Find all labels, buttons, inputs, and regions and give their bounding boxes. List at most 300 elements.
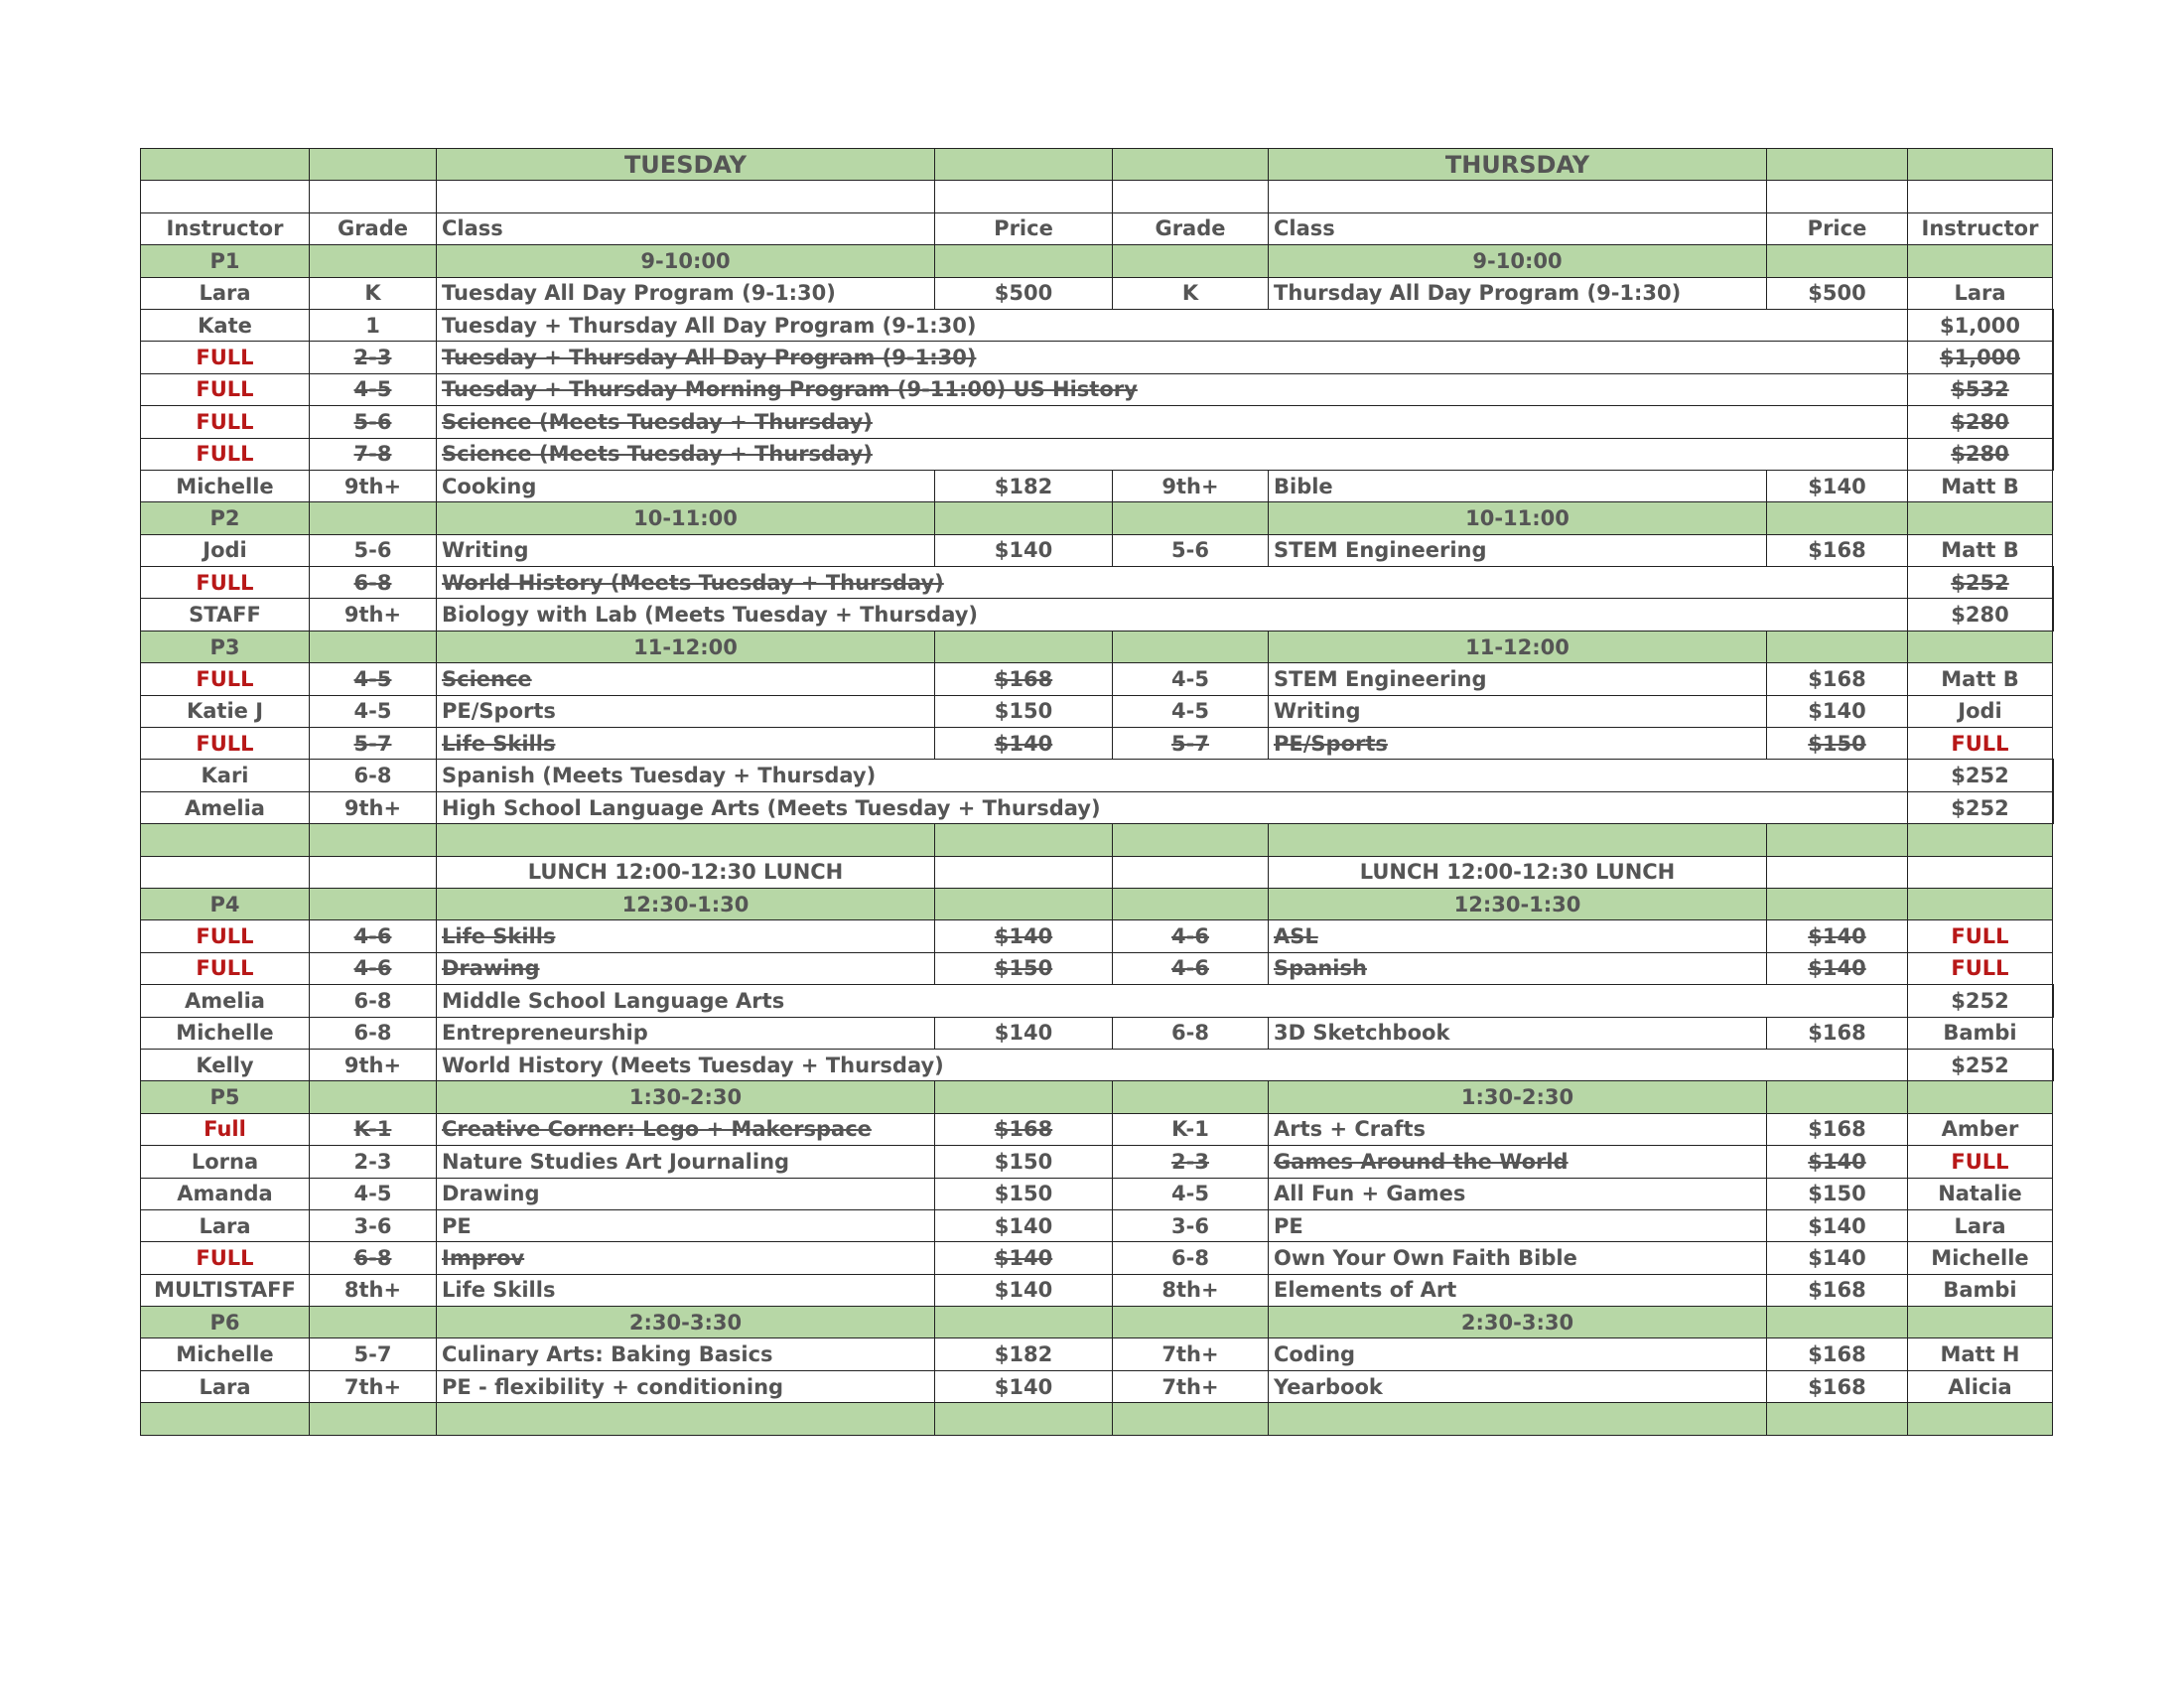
period-row: [141, 1081, 2054, 1113]
col-header-grade-thu: Grade: [1113, 212, 1269, 244]
grade: 7-8: [310, 438, 437, 470]
price: $280: [1908, 599, 2053, 631]
tuesday-class: Drawing: [437, 952, 935, 984]
tuesday-class: PE - flexibility + conditioning: [437, 1370, 935, 1402]
tuesday-class: PE: [437, 1209, 935, 1241]
empty-cell: [141, 856, 310, 888]
class-row: [141, 1370, 2054, 1402]
tuesday-grade: 5-7: [310, 728, 437, 760]
combined-class: Middle School Language Arts: [437, 985, 1908, 1017]
combined-class-row: [141, 760, 2054, 791]
tuesday-grade: 5-6: [310, 534, 437, 566]
thursday-class: PE/Sports: [1269, 728, 1767, 760]
grade: 6-8: [310, 567, 437, 599]
tuesday-price: $140: [935, 920, 1113, 952]
thursday-price: $500: [1767, 277, 1908, 309]
tuesday-instructor: Lara: [141, 1209, 310, 1241]
period-time-thursday: 9-10:00: [1269, 245, 1767, 277]
thursday-instructor: Matt H: [1908, 1338, 2053, 1370]
thursday-class: 3D Sketchbook: [1269, 1017, 1767, 1049]
class-row: [141, 1113, 2054, 1145]
thursday-instructor: Bambi: [1908, 1274, 2053, 1306]
thursday-instructor: [2053, 438, 2054, 470]
tuesday-instructor: Michelle: [141, 1017, 310, 1049]
empty-cell: [935, 245, 1113, 277]
tuesday-class: PE/Sports: [437, 695, 935, 727]
combined-class-row: [141, 1049, 2054, 1080]
thursday-instructor: FULL: [1908, 728, 2053, 760]
thursday-instructor: [2053, 567, 2054, 599]
thursday-price: $140: [1767, 1146, 1908, 1178]
thursday-class: Games Around the World: [1269, 1146, 1767, 1178]
tuesday-grade: 8th+: [310, 1274, 437, 1306]
thursday-price: $140: [1767, 470, 1908, 501]
tuesday-grade: 3-6: [310, 1209, 437, 1241]
combined-class-row: [141, 985, 2054, 1017]
thursday-instructor: [2053, 309, 2054, 341]
tuesday-class: Improv: [437, 1242, 935, 1274]
thursday-class: Own Your Own Faith Bible: [1269, 1242, 1767, 1274]
price: $280: [1908, 406, 2053, 438]
thursday-instructor: Natalie: [1908, 1178, 2053, 1209]
empty-cell: [935, 888, 1113, 919]
tuesday-instructor: Amelia: [141, 985, 310, 1017]
tuesday-price: $140: [935, 728, 1113, 760]
period-row: [141, 245, 2054, 277]
empty-cell: [1767, 1403, 1908, 1435]
empty-cell: [310, 502, 437, 534]
tuesday-instructor: Kelly: [141, 1049, 310, 1080]
empty-cell: [935, 502, 1113, 534]
thursday-grade: K: [1113, 277, 1269, 309]
thursday-grade: 4-5: [1113, 695, 1269, 727]
empty-cell: [1908, 245, 2053, 277]
thursday-price: $140: [1767, 1242, 1908, 1274]
period-time-tuesday: 9-10:00: [437, 245, 935, 277]
combined-class-row: [141, 567, 2054, 599]
tuesday-instructor: Katie J: [141, 695, 310, 727]
thursday-price: $140: [1767, 1209, 1908, 1241]
tuesday-grade: K-1: [310, 1113, 437, 1145]
combined-class: World History (Meets Tuesday + Thursday): [437, 567, 1908, 599]
thursday-price: $168: [1767, 1338, 1908, 1370]
thursday-grade: 7th+: [1113, 1370, 1269, 1402]
spacer-row: [141, 1403, 2054, 1435]
combined-class: Biology with Lab (Meets Tuesday + Thursday): [437, 599, 1908, 631]
thursday-price: $168: [1767, 1113, 1908, 1145]
thursday-grade: 5-6: [1113, 534, 1269, 566]
tuesday-grade: 4-5: [310, 695, 437, 727]
thursday-grade: 5-7: [1113, 728, 1269, 760]
period-label: P6: [141, 1307, 310, 1338]
empty-cell: [310, 245, 437, 277]
empty-cell: [1767, 502, 1908, 534]
empty-cell: [1767, 856, 1908, 888]
tuesday-grade: 5-7: [310, 1338, 437, 1370]
thursday-class: PE: [1269, 1209, 1767, 1241]
tuesday-price: $150: [935, 1146, 1113, 1178]
thursday-instructor: [2053, 760, 2054, 791]
combined-class: Tuesday + Thursday All Day Program (9-1:30): [437, 342, 1908, 373]
tuesday-instructor: FULL: [141, 406, 310, 438]
thursday-price: $140: [1767, 952, 1908, 984]
tuesday-price: $140: [935, 1209, 1113, 1241]
empty-cell: [1113, 245, 1269, 277]
thursday-instructor: Michelle: [1908, 1242, 2053, 1274]
period-label: P1: [141, 245, 310, 277]
tuesday-grade: 2-3: [310, 1146, 437, 1178]
combined-class: High School Language Arts (Meets Tuesday + Thursday): [437, 791, 1908, 823]
spacer-row: [141, 824, 2054, 856]
empty-cell: [437, 1403, 935, 1435]
thursday-instructor: Matt B: [1908, 534, 2053, 566]
class-row: [141, 1242, 2054, 1274]
tuesday-class: Cooking: [437, 470, 935, 501]
class-row: [141, 663, 2054, 695]
period-time-thursday: 2:30-3:30: [1269, 1307, 1767, 1338]
thursday-class: Writing: [1269, 695, 1767, 727]
thursday-instructor: [2053, 599, 2054, 631]
grade: 9th+: [310, 1049, 437, 1080]
thursday-class: Elements of Art: [1269, 1274, 1767, 1306]
empty-cell: [1908, 824, 2053, 856]
tuesday-price: $168: [935, 663, 1113, 695]
price: $280: [1908, 438, 2053, 470]
day-tuesday: TUESDAY: [437, 149, 935, 181]
combined-class-row: [141, 791, 2054, 823]
class-row: [141, 1209, 2054, 1241]
thursday-class: Arts + Crafts: [1269, 1113, 1767, 1145]
thursday-class: Spanish: [1269, 952, 1767, 984]
grade: 6-8: [310, 760, 437, 791]
empty-cell: [1767, 888, 1908, 919]
tuesday-class: Drawing: [437, 1178, 935, 1209]
class-row: [141, 534, 2054, 566]
tuesday-grade: 4-6: [310, 920, 437, 952]
thursday-instructor: [2053, 373, 2054, 405]
grade: 4-5: [310, 373, 437, 405]
thursday-class: STEM Engineering: [1269, 534, 1767, 566]
col-header-class-thu: Class: [1269, 212, 1767, 244]
empty-cell: [1908, 888, 2053, 919]
empty-cell: [935, 856, 1113, 888]
thursday-price: $168: [1767, 1017, 1908, 1049]
thursday-instructor: Jodi: [1908, 695, 2053, 727]
thursday-instructor: Lara: [1908, 1209, 2053, 1241]
combined-class-row: [141, 599, 2054, 631]
empty-cell: [1113, 824, 1269, 856]
empty-cell: [1767, 245, 1908, 277]
tuesday-instructor: Lara: [141, 277, 310, 309]
price: $1,000: [1908, 309, 2053, 341]
thursday-class: Yearbook: [1269, 1370, 1767, 1402]
thursday-grade: 4-5: [1113, 1178, 1269, 1209]
thursday-grade: 2-3: [1113, 1146, 1269, 1178]
thursday-instructor: [2053, 342, 2054, 373]
tuesday-instructor: FULL: [141, 373, 310, 405]
combined-class-row: [141, 373, 2054, 405]
combined-class: Tuesday + Thursday All Day Program (9-1:30): [437, 309, 1908, 341]
tuesday-instructor: FULL: [141, 567, 310, 599]
thursday-instructor: Amber: [1908, 1113, 2053, 1145]
thursday-price: $150: [1767, 1178, 1908, 1209]
tuesday-class: Tuesday All Day Program (9-1:30): [437, 277, 935, 309]
tuesday-grade: 6-8: [310, 1017, 437, 1049]
empty-cell: [1269, 1403, 1767, 1435]
empty-cell: [1113, 1081, 1269, 1113]
thursday-instructor: [2053, 406, 2054, 438]
tuesday-class: Life Skills: [437, 920, 935, 952]
grade: 9th+: [310, 791, 437, 823]
tuesday-price: $140: [935, 1370, 1113, 1402]
combined-class: Spanish (Meets Tuesday + Thursday): [437, 760, 1908, 791]
period-time-tuesday: 10-11:00: [437, 502, 935, 534]
price: $252: [1908, 1049, 2053, 1080]
thursday-grade: 4-6: [1113, 952, 1269, 984]
thursday-grade: 8th+: [1113, 1274, 1269, 1306]
tuesday-grade: 4-6: [310, 952, 437, 984]
thursday-class: STEM Engineering: [1269, 663, 1767, 695]
tuesday-price: $182: [935, 470, 1113, 501]
thursday-price: $140: [1767, 920, 1908, 952]
empty-cell: [935, 631, 1113, 662]
tuesday-instructor: Jodi: [141, 534, 310, 566]
tuesday-instructor: STAFF: [141, 599, 310, 631]
col-header-class: Class: [437, 212, 935, 244]
tuesday-price: $140: [935, 1242, 1113, 1274]
period-time-thursday: 12:30-1:30: [1269, 888, 1767, 919]
period-time-tuesday: 1:30-2:30: [437, 1081, 935, 1113]
tuesday-class: Creative Corner: Lego + Makerspace: [437, 1113, 935, 1145]
empty-cell: [1767, 824, 1908, 856]
tuesday-class: Entrepreneurship: [437, 1017, 935, 1049]
combined-class: Science (Meets Tuesday + Thursday): [437, 438, 1908, 470]
empty-cell: [1113, 631, 1269, 662]
empty-cell: [310, 824, 437, 856]
class-row: [141, 1274, 2054, 1306]
thursday-price: $168: [1767, 1274, 1908, 1306]
thursday-instructor: Matt B: [1908, 663, 2053, 695]
tuesday-price: $500: [935, 277, 1113, 309]
empty-cell: [141, 824, 310, 856]
tuesday-class: Writing: [437, 534, 935, 566]
tuesday-instructor: Michelle: [141, 470, 310, 501]
thursday-instructor: Bambi: [1908, 1017, 2053, 1049]
empty-cell: [310, 1307, 437, 1338]
thursday-class: All Fun + Games: [1269, 1178, 1767, 1209]
empty-cell: [935, 1403, 1113, 1435]
tuesday-price: $140: [935, 1274, 1113, 1306]
tuesday-instructor: Amelia: [141, 791, 310, 823]
tuesday-price: $150: [935, 695, 1113, 727]
col-header-grade: Grade: [310, 212, 437, 244]
thursday-instructor: FULL: [1908, 920, 2053, 952]
empty-cell: [935, 824, 1113, 856]
period-time-thursday: 10-11:00: [1269, 502, 1767, 534]
thursday-price: $168: [1767, 663, 1908, 695]
thursday-price: $168: [1767, 534, 1908, 566]
period-time-tuesday: 12:30-1:30: [437, 888, 935, 919]
lunch-label-thursday: LUNCH 12:00-12:30 LUNCH: [1269, 856, 1767, 888]
empty-cell: [1269, 824, 1767, 856]
empty-cell: [141, 1403, 310, 1435]
tuesday-instructor: Lorna: [141, 1146, 310, 1178]
schedule-table: [140, 148, 2054, 1436]
price: $1,000: [1908, 342, 2053, 373]
tuesday-instructor: FULL: [141, 663, 310, 695]
period-row: [141, 888, 2054, 919]
period-row: [141, 502, 2054, 534]
combined-class-row: [141, 342, 2054, 373]
empty-cell: [310, 1081, 437, 1113]
period-label: P4: [141, 888, 310, 919]
thursday-class: ASL: [1269, 920, 1767, 952]
tuesday-grade: 4-5: [310, 1178, 437, 1209]
empty-cell: [437, 824, 935, 856]
thursday-instructor: [2053, 1049, 2054, 1080]
thursday-instructor: Matt B: [1908, 470, 2053, 501]
tuesday-price: $140: [935, 1017, 1113, 1049]
price: $252: [1908, 791, 2053, 823]
tuesday-class: Life Skills: [437, 1274, 935, 1306]
class-row: [141, 277, 2054, 309]
thursday-grade: 6-8: [1113, 1242, 1269, 1274]
thursday-price: $168: [1767, 1370, 1908, 1402]
tuesday-grade: 6-8: [310, 1242, 437, 1274]
tuesday-price: $182: [935, 1338, 1113, 1370]
empty-cell: [935, 1307, 1113, 1338]
empty-cell: [1767, 1307, 1908, 1338]
grade: 1: [310, 309, 437, 341]
blank-row: [141, 181, 2054, 212]
empty-cell: [1113, 1307, 1269, 1338]
empty-cell: [1767, 1081, 1908, 1113]
class-row: [141, 470, 2054, 501]
empty-cell: [310, 631, 437, 662]
grade: 9th+: [310, 599, 437, 631]
tuesday-class: Culinary Arts: Baking Basics: [437, 1338, 935, 1370]
tuesday-price: $168: [935, 1113, 1113, 1145]
column-header-row: [141, 212, 2054, 244]
combined-class: Science (Meets Tuesday + Thursday): [437, 406, 1908, 438]
empty-cell: [1908, 1307, 2053, 1338]
period-time-thursday: 1:30-2:30: [1269, 1081, 1767, 1113]
tuesday-grade: 7th+: [310, 1370, 437, 1402]
tuesday-class: Science: [437, 663, 935, 695]
combined-class-row: [141, 438, 2054, 470]
empty-cell: [1113, 856, 1269, 888]
class-row: [141, 952, 2054, 984]
col-header-instructor-thu: Instructor: [1908, 212, 2053, 244]
thursday-class: Coding: [1269, 1338, 1767, 1370]
thursday-instructor: [2053, 985, 2054, 1017]
thursday-instructor: Alicia: [1908, 1370, 2053, 1402]
thursday-price: $140: [1767, 695, 1908, 727]
lunch-row: [141, 856, 2054, 888]
period-time-thursday: 11-12:00: [1269, 631, 1767, 662]
price: $252: [1908, 567, 2053, 599]
empty-cell: [1767, 631, 1908, 662]
tuesday-grade: 9th+: [310, 470, 437, 501]
class-row: [141, 695, 2054, 727]
thursday-grade: K-1: [1113, 1113, 1269, 1145]
price: $252: [1908, 760, 2053, 791]
tuesday-instructor: FULL: [141, 952, 310, 984]
empty-cell: [1908, 1403, 2053, 1435]
grade: 2-3: [310, 342, 437, 373]
class-row: [141, 920, 2054, 952]
tuesday-instructor: FULL: [141, 438, 310, 470]
grade: 6-8: [310, 985, 437, 1017]
thursday-grade: 9th+: [1113, 470, 1269, 501]
lunch-label-tuesday: LUNCH 12:00-12:30 LUNCH: [437, 856, 935, 888]
period-label: P5: [141, 1081, 310, 1113]
tuesday-price: $140: [935, 534, 1113, 566]
grade: 5-6: [310, 406, 437, 438]
tuesday-instructor: Kate: [141, 309, 310, 341]
tuesday-price: $150: [935, 952, 1113, 984]
day-header-row: [141, 149, 2054, 181]
tuesday-price: $150: [935, 1178, 1113, 1209]
tuesday-instructor: Lara: [141, 1370, 310, 1402]
period-time-tuesday: 2:30-3:30: [437, 1307, 935, 1338]
empty-cell: [1908, 1081, 2053, 1113]
thursday-instructor: FULL: [1908, 1146, 2053, 1178]
col-header-price-thu: Price: [1767, 212, 1908, 244]
thursday-grade: 4-6: [1113, 920, 1269, 952]
empty-cell: [310, 1403, 437, 1435]
empty-cell: [310, 888, 437, 919]
class-row: [141, 1146, 2054, 1178]
tuesday-instructor: MULTISTAFF: [141, 1274, 310, 1306]
tuesday-instructor: Amanda: [141, 1178, 310, 1209]
tuesday-grade: 4-5: [310, 663, 437, 695]
thursday-price: $150: [1767, 728, 1908, 760]
tuesday-instructor: Full: [141, 1113, 310, 1145]
period-label: P2: [141, 502, 310, 534]
tuesday-instructor: Michelle: [141, 1338, 310, 1370]
tuesday-instructor: Kari: [141, 760, 310, 791]
empty-cell: [1113, 502, 1269, 534]
combined-class-row: [141, 406, 2054, 438]
combined-class: Tuesday + Thursday Morning Program (9-11:00) US History: [437, 373, 1908, 405]
combined-class: World History (Meets Tuesday + Thursday): [437, 1049, 1908, 1080]
thursday-class: Thursday All Day Program (9-1:30): [1269, 277, 1767, 309]
period-label: P3: [141, 631, 310, 662]
empty-cell: [1908, 856, 2053, 888]
class-row: [141, 1338, 2054, 1370]
tuesday-instructor: FULL: [141, 342, 310, 373]
thursday-grade: 4-5: [1113, 663, 1269, 695]
tuesday-class: Nature Studies Art Journaling: [437, 1146, 935, 1178]
price: $532: [1908, 373, 2053, 405]
empty-cell: [1113, 888, 1269, 919]
col-header-instructor: Instructor: [141, 212, 310, 244]
combined-class-row: [141, 309, 2054, 341]
tuesday-instructor: FULL: [141, 1242, 310, 1274]
thursday-grade: 3-6: [1113, 1209, 1269, 1241]
day-thursday: THURSDAY: [1269, 149, 1767, 181]
tuesday-grade: K: [310, 277, 437, 309]
price: $252: [1908, 985, 2053, 1017]
thursday-instructor: Lara: [1908, 277, 2053, 309]
empty-cell: [310, 856, 437, 888]
class-row: [141, 1178, 2054, 1209]
period-time-tuesday: 11-12:00: [437, 631, 935, 662]
thursday-instructor: [2053, 791, 2054, 823]
thursday-class: Bible: [1269, 470, 1767, 501]
thursday-grade: 6-8: [1113, 1017, 1269, 1049]
